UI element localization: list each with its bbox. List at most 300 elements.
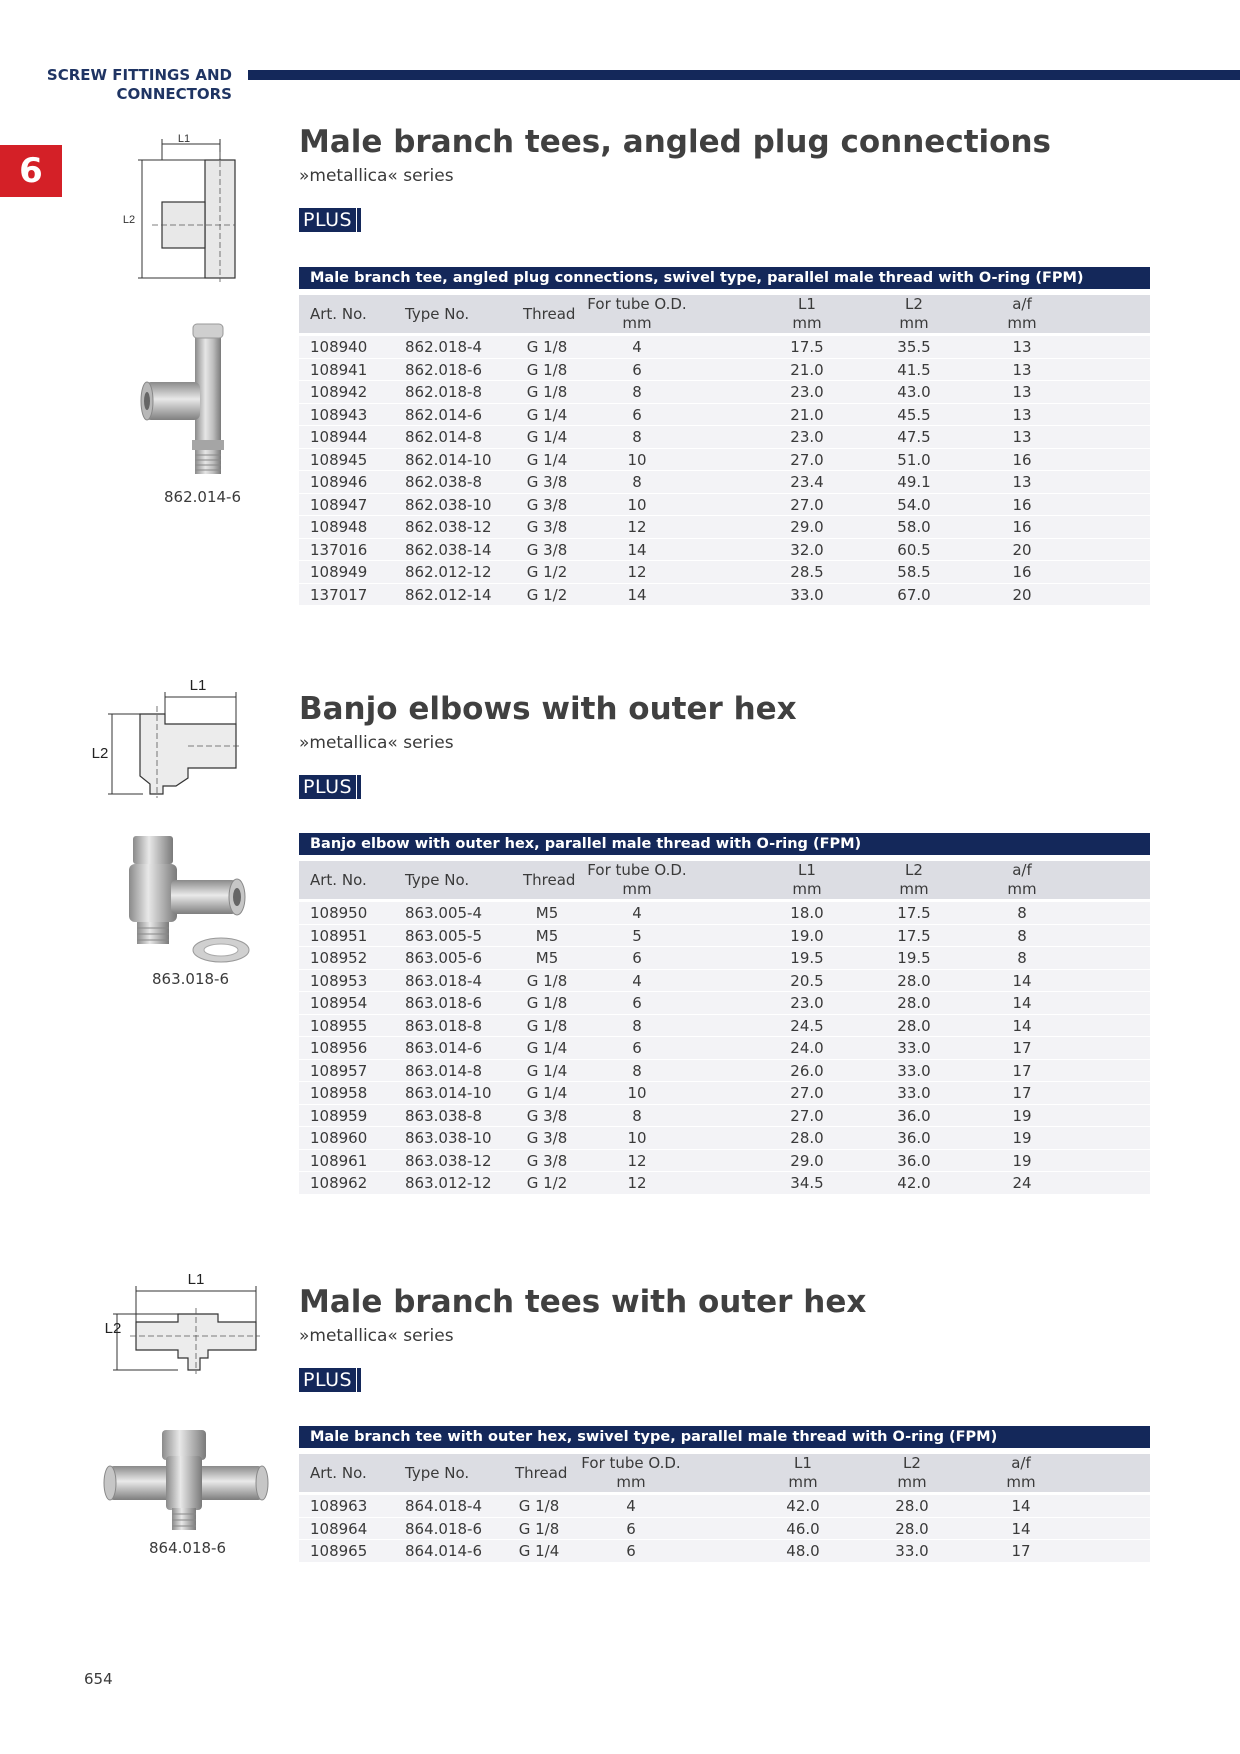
cell-tube-od: 6 bbox=[626, 1519, 636, 1538]
dim-label-l2: L2 bbox=[122, 214, 136, 226]
cell-thread: G 1/4 bbox=[518, 1542, 560, 1560]
cell-tube-od: 6 bbox=[632, 994, 642, 1012]
cell-l2: 47.5 bbox=[897, 428, 931, 446]
section-series: »metallica« series bbox=[299, 1326, 454, 1346]
cell-type-no: 862.018-4 bbox=[405, 338, 482, 356]
cell-l1: 28.5 bbox=[790, 563, 824, 581]
dim-label-l2: L2 bbox=[104, 1320, 122, 1337]
cell-l2: 58.0 bbox=[897, 518, 931, 536]
table-title: Male branch tee, angled plug connections, swivel type, parallel male thread with O-ring (FPM) bbox=[299, 267, 1150, 289]
elbow-dimension-diagram-icon bbox=[88, 676, 248, 801]
table-header bbox=[299, 295, 1150, 333]
section-series: »metallica« series bbox=[299, 733, 454, 753]
cell-l1: 17.5 bbox=[790, 338, 824, 356]
table-row bbox=[299, 561, 1150, 584]
cell-l2: 36.0 bbox=[897, 1106, 931, 1125]
branch-tee-hex-photo-icon bbox=[102, 1426, 272, 1536]
col-thread: Thread bbox=[515, 1464, 568, 1482]
cell-l1: 34.5 bbox=[790, 1174, 824, 1192]
table-row bbox=[299, 449, 1150, 472]
cell-thread: G 3/8 bbox=[526, 1151, 568, 1170]
table-row bbox=[299, 516, 1150, 539]
cell-af: 17 bbox=[1012, 1084, 1032, 1102]
chapter-tab: 6 bbox=[0, 145, 62, 197]
cell-thread: M5 bbox=[535, 926, 559, 945]
cell-af: 14 bbox=[1011, 1497, 1031, 1515]
table-row bbox=[299, 1082, 1150, 1105]
table-row bbox=[299, 1150, 1150, 1173]
col-l1 bbox=[773, 1454, 833, 1492]
cell-art-no: 108958 bbox=[310, 1084, 368, 1102]
col-thread: Thread bbox=[523, 305, 576, 323]
cell-l2: 54.0 bbox=[897, 495, 931, 514]
table-row bbox=[299, 426, 1150, 449]
section-title: Male branch tees with outer hex bbox=[299, 1284, 867, 1320]
cell-type-no: 862.014-8 bbox=[405, 428, 482, 446]
col-af-label: a/f bbox=[1011, 1454, 1031, 1472]
cell-l1: 21.0 bbox=[790, 360, 824, 379]
cell-art-no: 108951 bbox=[310, 926, 368, 945]
cell-thread: G 1/8 bbox=[526, 360, 568, 379]
table-title: Male branch tee with outer hex, swivel type, parallel male thread with O-ring (FPM) bbox=[299, 1426, 1150, 1448]
cell-l2: 28.0 bbox=[895, 1519, 929, 1538]
table-row bbox=[299, 359, 1150, 382]
cell-l2: 49.1 bbox=[897, 473, 931, 491]
cell-art-no: 108950 bbox=[310, 904, 368, 922]
cell-type-no: 863.014-10 bbox=[405, 1084, 492, 1102]
col-af-label: a/f bbox=[1012, 295, 1032, 313]
cell-l2: 35.5 bbox=[897, 338, 931, 356]
cell-thread: G 3/8 bbox=[526, 1129, 568, 1147]
cell-tube-od: 4 bbox=[632, 904, 642, 922]
cell-l1: 48.0 bbox=[786, 1542, 820, 1560]
cell-af: 17 bbox=[1012, 1039, 1032, 1057]
cell-art-no: 108953 bbox=[310, 971, 368, 990]
col-tube-od-label: For tube O.D. bbox=[581, 1454, 681, 1472]
table-row bbox=[299, 902, 1150, 925]
cell-type-no: 863.005-5 bbox=[405, 926, 482, 945]
table-row bbox=[299, 1127, 1150, 1150]
cell-art-no: 137017 bbox=[310, 585, 368, 604]
cell-tube-od: 6 bbox=[632, 360, 642, 379]
cell-l1: 23.0 bbox=[790, 383, 824, 401]
cell-af: 8 bbox=[1017, 904, 1027, 922]
cell-af: 13 bbox=[1012, 360, 1032, 379]
cell-tube-od: 12 bbox=[627, 1174, 647, 1192]
cell-l2: 67.0 bbox=[897, 585, 931, 604]
cell-art-no: 108965 bbox=[310, 1542, 368, 1560]
cell-af: 13 bbox=[1012, 383, 1032, 401]
table-row bbox=[299, 336, 1150, 359]
cell-tube-od: 8 bbox=[632, 428, 642, 446]
col-l2-unit: mm bbox=[899, 880, 929, 898]
cell-l1: 18.0 bbox=[790, 904, 824, 922]
cell-tube-od: 8 bbox=[632, 1106, 642, 1125]
cell-l1: 27.0 bbox=[790, 1106, 824, 1125]
col-tube-od-label: For tube O.D. bbox=[587, 295, 687, 313]
table-row bbox=[299, 1518, 1150, 1541]
cell-tube-od: 12 bbox=[627, 518, 647, 536]
cell-l2: 28.0 bbox=[897, 971, 931, 990]
cell-type-no: 862.014-10 bbox=[405, 450, 492, 469]
cell-af: 14 bbox=[1012, 1016, 1032, 1035]
cell-art-no: 108944 bbox=[310, 428, 368, 446]
col-l2 bbox=[882, 1454, 942, 1492]
dim-label-l1: L1 bbox=[187, 1271, 205, 1288]
cell-art-no: 108947 bbox=[310, 495, 368, 514]
cell-thread: G 1/4 bbox=[526, 428, 568, 446]
cell-af: 20 bbox=[1012, 585, 1032, 604]
col-tube-od-unit: mm bbox=[622, 314, 652, 332]
cell-type-no: 863.012-12 bbox=[405, 1174, 492, 1192]
cell-l2: 58.5 bbox=[897, 563, 931, 581]
cell-af: 17 bbox=[1012, 1061, 1032, 1080]
plus-badge: PLUS bbox=[299, 1368, 356, 1392]
image-caption: 863.018-6 bbox=[152, 970, 229, 988]
cell-l1: 24.5 bbox=[790, 1016, 824, 1035]
table-row bbox=[299, 471, 1150, 494]
cell-l1: 19.0 bbox=[790, 926, 824, 945]
table-row bbox=[299, 1495, 1150, 1518]
cell-type-no: 863.038-10 bbox=[405, 1129, 492, 1147]
cell-l2: 36.0 bbox=[897, 1129, 931, 1147]
cell-tube-od: 10 bbox=[627, 1129, 647, 1147]
table-row bbox=[299, 992, 1150, 1015]
cell-thread: G 1/8 bbox=[526, 338, 568, 356]
cell-l1: 27.0 bbox=[790, 495, 824, 514]
male-branch-tee-photo-icon bbox=[135, 322, 235, 482]
col-art-no: Art. No. bbox=[310, 871, 367, 889]
table-row bbox=[299, 584, 1150, 607]
cell-l2: 33.0 bbox=[897, 1039, 931, 1057]
cell-thread: G 1/8 bbox=[526, 994, 568, 1012]
cell-af: 14 bbox=[1011, 1519, 1031, 1538]
cell-type-no: 862.018-6 bbox=[405, 360, 482, 379]
cell-type-no: 863.014-6 bbox=[405, 1039, 482, 1057]
cell-af: 13 bbox=[1012, 428, 1032, 446]
col-thread: Thread bbox=[523, 871, 576, 889]
col-l1 bbox=[777, 295, 837, 333]
col-l2 bbox=[884, 295, 944, 333]
col-type-no: Type No. bbox=[405, 305, 470, 323]
cell-thread: G 1/8 bbox=[526, 971, 568, 990]
cell-l2: 43.0 bbox=[897, 383, 931, 401]
cell-af: 20 bbox=[1012, 540, 1032, 559]
cell-l2: 28.0 bbox=[897, 1016, 931, 1035]
col-tube-od-unit: mm bbox=[622, 880, 652, 898]
col-af bbox=[992, 861, 1052, 899]
col-l1-unit: mm bbox=[792, 314, 822, 332]
col-tube-od bbox=[567, 861, 707, 899]
table-header bbox=[299, 1454, 1150, 1492]
cell-art-no: 108960 bbox=[310, 1129, 368, 1147]
cell-l1: 23.4 bbox=[790, 473, 824, 491]
cell-l2: 36.0 bbox=[897, 1151, 931, 1170]
cell-thread: G 1/2 bbox=[526, 563, 568, 581]
cell-tube-od: 6 bbox=[632, 405, 642, 424]
cell-l2: 17.5 bbox=[897, 926, 931, 945]
cell-l1: 27.0 bbox=[790, 1084, 824, 1102]
header-bar bbox=[248, 70, 1240, 80]
cell-thread: M5 bbox=[535, 904, 559, 922]
cell-l1: 28.0 bbox=[790, 1129, 824, 1147]
cell-art-no: 108954 bbox=[310, 994, 368, 1012]
table-row bbox=[299, 1037, 1150, 1060]
col-l2-label: L2 bbox=[905, 861, 923, 879]
cell-art-no: 108957 bbox=[310, 1061, 368, 1080]
table-body bbox=[299, 902, 1150, 1195]
cell-thread: G 1/2 bbox=[526, 585, 568, 604]
col-af-unit: mm bbox=[1006, 1473, 1036, 1491]
table-header bbox=[299, 861, 1150, 899]
cell-art-no: 108949 bbox=[310, 563, 368, 581]
cell-art-no: 108940 bbox=[310, 338, 368, 356]
cell-art-no: 108959 bbox=[310, 1106, 368, 1125]
cell-l1: 29.0 bbox=[790, 518, 824, 536]
cell-l1: 20.5 bbox=[790, 971, 824, 990]
header-title-line2: CONNECTORS bbox=[116, 85, 232, 103]
col-l1-unit: mm bbox=[788, 1473, 818, 1491]
cell-l1: 21.0 bbox=[790, 405, 824, 424]
cell-l2: 60.5 bbox=[897, 540, 931, 559]
cell-af: 19 bbox=[1012, 1151, 1032, 1170]
cell-l1: 46.0 bbox=[786, 1519, 820, 1538]
cell-tube-od: 8 bbox=[632, 383, 642, 401]
col-tube-od bbox=[561, 1454, 701, 1492]
cell-art-no: 108956 bbox=[310, 1039, 368, 1057]
cell-tube-od: 8 bbox=[632, 1061, 642, 1080]
col-l1-label: L1 bbox=[798, 861, 816, 879]
cell-thread: G 3/8 bbox=[526, 540, 568, 559]
cell-l2: 33.0 bbox=[895, 1542, 929, 1560]
cell-art-no: 108952 bbox=[310, 949, 368, 967]
col-af-label: a/f bbox=[1012, 861, 1032, 879]
cell-tube-od: 14 bbox=[627, 585, 647, 604]
dim-label-l1: L1 bbox=[177, 133, 191, 145]
table-body bbox=[299, 336, 1150, 606]
cell-af: 8 bbox=[1017, 949, 1027, 967]
cell-thread: G 1/8 bbox=[526, 1016, 568, 1035]
col-type-no: Type No. bbox=[405, 871, 470, 889]
cell-tube-od: 6 bbox=[632, 949, 642, 967]
cell-tube-od: 12 bbox=[627, 1151, 647, 1170]
image-caption: 864.018-6 bbox=[149, 1539, 226, 1557]
col-tube-od-label: For tube O.D. bbox=[587, 861, 687, 879]
cell-thread: G 1/4 bbox=[526, 1039, 568, 1057]
plus-badge-mark bbox=[357, 1368, 361, 1392]
cell-af: 13 bbox=[1012, 338, 1032, 356]
cell-l1: 26.0 bbox=[790, 1061, 824, 1080]
col-art-no: Art. No. bbox=[310, 1464, 367, 1482]
cell-thread: G 1/4 bbox=[526, 1084, 568, 1102]
col-type-no: Type No. bbox=[405, 1464, 470, 1482]
cell-af: 19 bbox=[1012, 1106, 1032, 1125]
cell-type-no: 864.014-6 bbox=[405, 1542, 482, 1560]
col-l1-label: L1 bbox=[798, 295, 816, 313]
cell-tube-od: 14 bbox=[627, 540, 647, 559]
cell-tube-od: 6 bbox=[626, 1542, 636, 1560]
cell-art-no: 108962 bbox=[310, 1174, 368, 1192]
table-row bbox=[299, 970, 1150, 993]
col-l2-unit: mm bbox=[899, 314, 929, 332]
cell-af: 24 bbox=[1012, 1174, 1032, 1192]
cell-l2: 19.5 bbox=[897, 949, 931, 967]
cell-l2: 33.0 bbox=[897, 1084, 931, 1102]
banjo-elbow-photo-icon bbox=[123, 834, 258, 969]
cell-af: 19 bbox=[1012, 1129, 1032, 1147]
cell-thread: G 3/8 bbox=[526, 495, 568, 514]
col-af bbox=[992, 295, 1052, 333]
plus-badge: PLUS bbox=[299, 775, 356, 799]
cell-af: 17 bbox=[1011, 1542, 1031, 1560]
section-series: »metallica« series bbox=[299, 166, 454, 186]
plus-badge-mark bbox=[357, 208, 361, 232]
cell-type-no: 863.038-8 bbox=[405, 1106, 482, 1125]
header-title bbox=[40, 66, 232, 104]
cell-tube-od: 8 bbox=[632, 1016, 642, 1035]
col-l2-label: L2 bbox=[903, 1454, 921, 1472]
cell-l2: 45.5 bbox=[897, 405, 931, 424]
cell-art-no: 108942 bbox=[310, 383, 368, 401]
table-row bbox=[299, 494, 1150, 517]
cell-af: 16 bbox=[1012, 563, 1032, 581]
table-row bbox=[299, 539, 1150, 562]
cell-thread: G 1/8 bbox=[526, 383, 568, 401]
cell-tube-od: 10 bbox=[627, 450, 647, 469]
cell-art-no: 137016 bbox=[310, 540, 368, 559]
cell-art-no: 108963 bbox=[310, 1497, 368, 1515]
col-tube-od bbox=[567, 295, 707, 333]
cell-l1: 23.0 bbox=[790, 994, 824, 1012]
cell-type-no: 863.014-8 bbox=[405, 1061, 482, 1080]
cell-type-no: 862.038-8 bbox=[405, 473, 482, 491]
table-row bbox=[299, 1060, 1150, 1083]
cell-l2: 28.0 bbox=[897, 994, 931, 1012]
cell-type-no: 862.014-6 bbox=[405, 405, 482, 424]
cell-l2: 41.5 bbox=[897, 360, 931, 379]
col-l2 bbox=[884, 861, 944, 899]
col-l2-unit: mm bbox=[897, 1473, 927, 1491]
cell-type-no: 863.005-6 bbox=[405, 949, 482, 967]
cell-af: 16 bbox=[1012, 518, 1032, 536]
plus-badge: PLUS bbox=[299, 208, 356, 232]
cell-art-no: 108964 bbox=[310, 1519, 368, 1538]
cell-tube-od: 5 bbox=[632, 926, 642, 945]
cell-af: 8 bbox=[1017, 926, 1027, 945]
cell-l1: 24.0 bbox=[790, 1039, 824, 1057]
cell-l2: 51.0 bbox=[897, 450, 931, 469]
cell-thread: G 1/4 bbox=[526, 1061, 568, 1080]
cell-thread: G 3/8 bbox=[526, 473, 568, 491]
cell-art-no: 108948 bbox=[310, 518, 368, 536]
page-number: 654 bbox=[84, 1670, 113, 1688]
cell-l1: 32.0 bbox=[790, 540, 824, 559]
cell-art-no: 108961 bbox=[310, 1151, 368, 1170]
cell-type-no: 862.018-8 bbox=[405, 383, 482, 401]
cell-tube-od: 4 bbox=[626, 1497, 636, 1515]
cell-art-no: 108941 bbox=[310, 360, 368, 379]
cell-thread: G 1/8 bbox=[518, 1497, 560, 1515]
dim-label-l2: L2 bbox=[91, 745, 109, 762]
cell-tube-od: 10 bbox=[627, 495, 647, 514]
table-row bbox=[299, 925, 1150, 948]
table-title: Banjo elbow with outer hex, parallel male thread with O-ring (FPM) bbox=[299, 833, 1150, 855]
section-title: Male branch tees, angled plug connections bbox=[299, 124, 1051, 160]
cell-l1: 23.0 bbox=[790, 428, 824, 446]
cell-l1: 29.0 bbox=[790, 1151, 824, 1170]
table-body bbox=[299, 1495, 1150, 1563]
col-tube-od-unit: mm bbox=[616, 1473, 646, 1491]
cell-type-no: 864.018-6 bbox=[405, 1519, 482, 1538]
cell-type-no: 862.038-12 bbox=[405, 518, 492, 536]
cell-type-no: 864.018-4 bbox=[405, 1497, 482, 1515]
cell-l1: 33.0 bbox=[790, 585, 824, 604]
cell-art-no: 108945 bbox=[310, 450, 368, 469]
branch-tee-hex-dimension-diagram-icon bbox=[100, 1270, 260, 1375]
cell-type-no: 862.038-14 bbox=[405, 540, 492, 559]
cell-thread: M5 bbox=[535, 949, 559, 967]
cell-l2: 17.5 bbox=[897, 904, 931, 922]
table-row bbox=[299, 1105, 1150, 1128]
table-row bbox=[299, 404, 1150, 427]
cell-art-no: 108943 bbox=[310, 405, 368, 424]
table-row bbox=[299, 381, 1150, 404]
table-row bbox=[299, 1015, 1150, 1038]
dim-label-l1: L1 bbox=[189, 677, 207, 694]
cell-tube-od: 4 bbox=[632, 971, 642, 990]
col-af-unit: mm bbox=[1007, 880, 1037, 898]
cell-af: 13 bbox=[1012, 405, 1032, 424]
cell-thread: G 1/2 bbox=[526, 1174, 568, 1192]
cell-type-no: 863.005-4 bbox=[405, 904, 482, 922]
table-row bbox=[299, 1540, 1150, 1563]
cell-l2: 42.0 bbox=[897, 1174, 931, 1192]
cell-l1: 19.5 bbox=[790, 949, 824, 967]
cell-af: 16 bbox=[1012, 495, 1032, 514]
cell-af: 14 bbox=[1012, 994, 1032, 1012]
plus-badge-mark bbox=[357, 775, 361, 799]
cell-type-no: 863.018-8 bbox=[405, 1016, 482, 1035]
cell-type-no: 862.012-14 bbox=[405, 585, 492, 604]
col-l2-label: L2 bbox=[905, 295, 923, 313]
col-l1 bbox=[777, 861, 837, 899]
cell-tube-od: 8 bbox=[632, 473, 642, 491]
cell-l1: 42.0 bbox=[786, 1497, 820, 1515]
cell-art-no: 108955 bbox=[310, 1016, 368, 1035]
col-l1-label: L1 bbox=[794, 1454, 812, 1472]
col-l1-unit: mm bbox=[792, 880, 822, 898]
section-title: Banjo elbows with outer hex bbox=[299, 691, 797, 727]
cell-l2: 28.0 bbox=[895, 1497, 929, 1515]
cell-type-no: 863.018-6 bbox=[405, 994, 482, 1012]
cell-thread: G 1/4 bbox=[526, 450, 568, 469]
col-art-no: Art. No. bbox=[310, 305, 367, 323]
table-row bbox=[299, 947, 1150, 970]
cell-type-no: 863.038-12 bbox=[405, 1151, 492, 1170]
cell-art-no: 108946 bbox=[310, 473, 368, 491]
cell-thread: G 1/4 bbox=[526, 405, 568, 424]
cell-type-no: 863.018-4 bbox=[405, 971, 482, 990]
cell-af: 16 bbox=[1012, 450, 1032, 469]
cell-type-no: 862.012-12 bbox=[405, 563, 492, 581]
cell-tube-od: 12 bbox=[627, 563, 647, 581]
cell-thread: G 1/8 bbox=[518, 1519, 560, 1538]
tee-dimension-diagram-icon bbox=[120, 130, 245, 285]
col-af bbox=[991, 1454, 1051, 1492]
cell-thread: G 3/8 bbox=[526, 518, 568, 536]
table-row bbox=[299, 1172, 1150, 1195]
cell-tube-od: 4 bbox=[632, 338, 642, 356]
